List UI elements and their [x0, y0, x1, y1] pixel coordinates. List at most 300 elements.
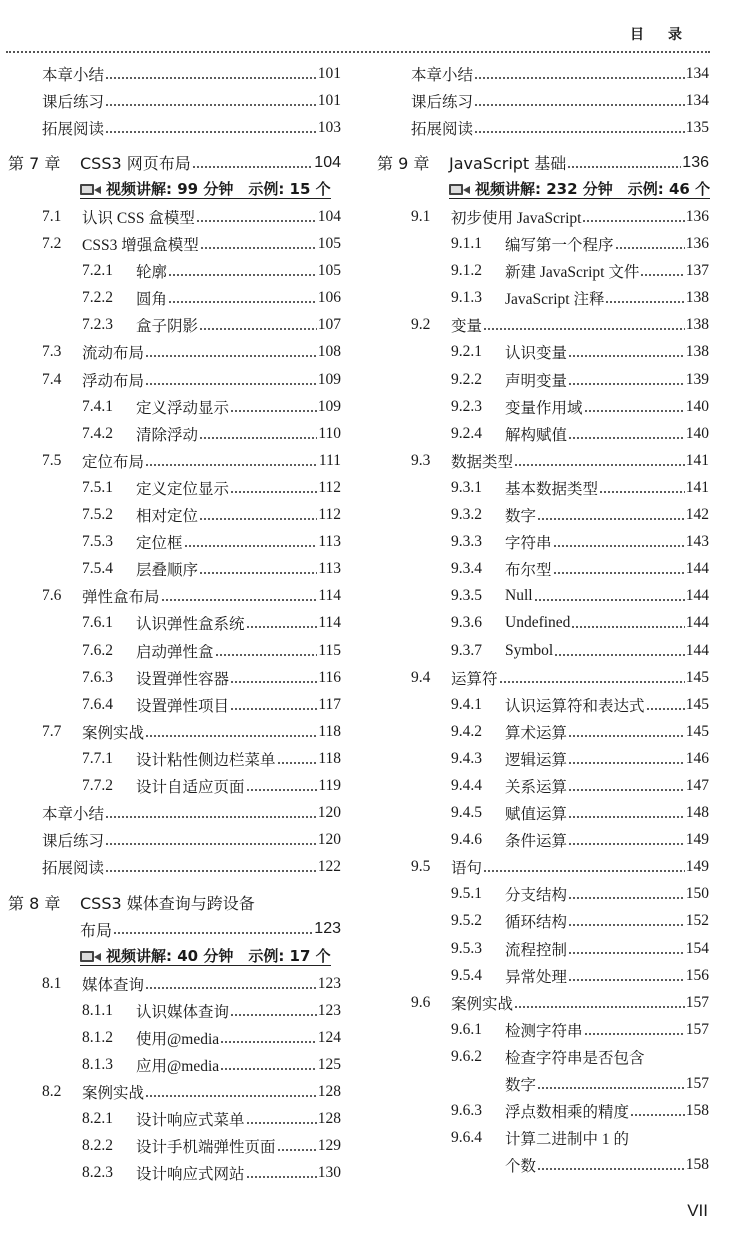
toc-entry-title: 盒子阴影: [136, 318, 199, 336]
toc-entry-row[interactable]: [8, 583, 341, 610]
toc-entry-title: 案例实战: [82, 724, 145, 742]
toc-page-number: 150: [685, 885, 709, 903]
toc-entry-number: 9.3.2: [451, 506, 482, 524]
toc-entry-title: 计算二进制中 1 的: [505, 1131, 630, 1149]
dot-leader: [184, 536, 318, 548]
toc-entry-row[interactable]: [8, 1024, 341, 1051]
toc-entry-title: 认识 CSS 盒模型: [82, 210, 195, 228]
toc-entry-title: 定位框: [136, 535, 183, 553]
toc-page-number: 146: [685, 749, 709, 767]
dot-leader: [246, 1113, 317, 1125]
toc-entry-row[interactable]: [8, 339, 341, 366]
toc-entry-row[interactable]: [377, 502, 709, 529]
toc-entry-number: 8.1.3: [82, 1055, 113, 1073]
running-header-title: 目录: [630, 27, 706, 43]
dot-leader: [196, 211, 317, 223]
toc-entry-title: 轮廓: [136, 264, 168, 282]
toc-entry-row[interactable]: [377, 1125, 709, 1152]
toc-entry-title: 拓展阅读: [411, 120, 474, 138]
toc-entry-row[interactable]: [377, 1043, 709, 1070]
toc-entry-title: 逻辑运算: [505, 751, 568, 769]
toc-entry-title: 圆角: [136, 291, 168, 309]
video-info-text: 视频讲解: 232 分钟 示例: 46 个: [475, 180, 711, 199]
video-info: [80, 180, 331, 199]
toc-page-number: 145: [685, 722, 709, 740]
toc-entry-row[interactable]: [377, 203, 709, 230]
toc-entry-row[interactable]: [377, 881, 709, 908]
toc-entry-title: 定位布局: [82, 453, 145, 471]
toc-entry-row[interactable]: [377, 637, 709, 664]
toc-page-number: 136: [685, 208, 709, 226]
toc-page-number: 143: [685, 533, 709, 551]
toc-page-number: 134: [685, 64, 709, 82]
toc-page-number: 141: [685, 478, 709, 496]
toc-entry-row[interactable]: [8, 258, 341, 285]
toc-entry-row[interactable]: [377, 393, 709, 420]
toc-entry-row[interactable]: [377, 1070, 709, 1097]
toc-entry-row[interactable]: [377, 908, 709, 935]
toc-page-number: 111: [318, 451, 341, 469]
toc-entry-number: 9.6: [411, 993, 431, 1011]
toc-entry-number: 9.5: [411, 858, 431, 876]
dot-leader: [145, 346, 317, 358]
toc-entry-title: 新建 JavaScript 文件: [505, 264, 640, 282]
toc-entry-title: 条件运算: [505, 833, 568, 851]
toc-page-number: 114: [318, 614, 341, 632]
toc-entry-title: 语句: [451, 860, 483, 878]
toc-entry-number: 9.1.1: [451, 235, 482, 253]
toc-entry-number: 7.5.1: [82, 478, 113, 496]
toc-entry-number: 9.3.5: [451, 587, 482, 605]
toc-entry-title: 案例实战: [451, 995, 514, 1013]
dot-leader: [246, 1167, 317, 1179]
dot-leader: [571, 617, 684, 629]
toc-entry-number: 9.3.1: [451, 478, 482, 496]
toc-chapter-row[interactable]: [8, 916, 341, 943]
toc-entry-row[interactable]: [8, 114, 341, 141]
toc-entry-number: 9.5.2: [451, 912, 482, 930]
toc-entry-number: 7.4.1: [82, 397, 113, 415]
dot-leader: [105, 68, 317, 80]
dot-leader: [514, 455, 685, 467]
dot-leader: [105, 95, 317, 107]
toc-entry-row[interactable]: [377, 664, 709, 691]
toc-entry-number: 7.6.3: [82, 668, 113, 686]
toc-page-number: 120: [317, 804, 341, 822]
toc-entry-row[interactable]: [8, 772, 341, 799]
toc-entry-title: 课后练习: [42, 833, 105, 851]
dot-leader: [554, 645, 685, 657]
toc-entry-title: 运算符: [451, 670, 498, 688]
toc-entry-row[interactable]: [8, 366, 341, 393]
dot-leader: [161, 590, 318, 602]
toc-entry-title: 算术运算: [505, 724, 568, 742]
toc-entry-title: 认识媒体查询: [136, 1003, 230, 1021]
toc-entry-row[interactable]: [377, 691, 709, 718]
toc-entry-number: 8.2.1: [82, 1110, 113, 1128]
toc-entry-number: 7.2.1: [82, 262, 113, 280]
toc-page-number: 152: [685, 912, 709, 930]
toc-page-number: 101: [317, 64, 341, 82]
toc-entry-row[interactable]: [8, 664, 341, 691]
toc-entry-row[interactable]: [377, 285, 709, 312]
dot-leader: [230, 672, 317, 684]
toc-entry-row[interactable]: [8, 1078, 341, 1105]
toc-page-number: 109: [317, 397, 341, 415]
toc-entry-title: 认识运算符和表达式: [505, 697, 645, 715]
toc-entry-row[interactable]: [8, 556, 341, 583]
toc-entry-number: 9.5.4: [451, 966, 482, 984]
toc-entry-row[interactable]: [377, 962, 709, 989]
toc-entry-title: 清除浮动: [136, 426, 199, 444]
toc-page-number: 107: [317, 316, 341, 334]
toc-page-number: 154: [685, 939, 709, 957]
toc-entry-number: 7.6.1: [82, 614, 113, 632]
toc-entry-title: 设计粘性侧边栏菜单: [136, 751, 276, 769]
toc-chapter-number: 第 9 章: [377, 154, 430, 174]
toc-page-number: 141: [685, 451, 709, 469]
toc-entry-title: 赋值运算: [505, 806, 568, 824]
toc-entry-row[interactable]: [377, 1098, 709, 1125]
dot-leader: [220, 1059, 317, 1071]
toc-page-number: 138: [685, 343, 709, 361]
toc-entry-title: 数字: [505, 1077, 537, 1095]
toc-entry-number: 9.3.3: [451, 533, 482, 551]
dot-leader: [534, 590, 685, 602]
toc-entry-title: 媒体查询: [82, 976, 145, 994]
toc-entry-number: 9.6.3: [451, 1102, 482, 1120]
toc-entry-row[interactable]: [377, 854, 709, 881]
toc-page-number: 103: [317, 118, 341, 136]
toc-page-number: 128: [317, 1083, 341, 1101]
toc-page-number: 113: [318, 533, 341, 551]
toc-entry-row[interactable]: [8, 1106, 341, 1133]
toc-entry-title: 认识变量: [505, 345, 568, 363]
toc-page-number: 158: [685, 1156, 709, 1174]
dot-leader: [553, 536, 685, 548]
dot-leader: [567, 157, 681, 169]
toc-entry-title: 设计响应式网站: [136, 1166, 245, 1184]
dot-leader: [582, 211, 684, 223]
toc-entry-row[interactable]: [377, 87, 709, 114]
toc-page-number: 104: [317, 208, 341, 226]
dot-leader: [200, 238, 317, 250]
dot-leader: [105, 861, 317, 873]
toc-chapter-number: 第 8 章: [8, 893, 61, 913]
toc-chapter-row[interactable]: [8, 889, 341, 916]
toc-entry-row[interactable]: [377, 420, 709, 447]
dot-leader: [474, 122, 685, 134]
video-camera-icon: [80, 182, 102, 197]
toc-entry-number: 7.7: [42, 722, 62, 740]
toc-entry-number: 9.6.2: [451, 1047, 482, 1065]
toc-entry-row[interactable]: [377, 231, 709, 258]
toc-entry-row[interactable]: [8, 997, 341, 1024]
dot-leader: [246, 780, 318, 792]
toc-entry-row[interactable]: [8, 502, 341, 529]
toc-entry-number: 9.5.3: [451, 939, 482, 957]
dot-leader: [568, 346, 685, 358]
toc-entry-number: 9.3.7: [451, 641, 482, 659]
dot-leader: [553, 563, 685, 575]
toc-page-number: 108: [317, 343, 341, 361]
toc-chapter-title: CSS3 媒体查询与跨设备: [80, 893, 255, 913]
toc-page-number: 138: [685, 316, 709, 334]
toc-entry-title: 检查字符串是否包含: [505, 1049, 645, 1067]
toc-entry-number: 8.2: [42, 1083, 62, 1101]
toc-page-number: 128: [317, 1110, 341, 1128]
dot-leader: [568, 888, 685, 900]
toc-entry-row[interactable]: [377, 339, 709, 366]
dot-leader: [483, 319, 685, 331]
toc-entry-number: 9.3.4: [451, 560, 482, 578]
toc-entry-row[interactable]: [8, 1160, 341, 1187]
toc-entry-title: 课后练习: [42, 93, 105, 111]
toc-entry-number: 7.5.3: [82, 533, 113, 551]
toc-entry-row[interactable]: [8, 800, 341, 827]
toc-entry-row[interactable]: [377, 447, 709, 474]
toc-entry-title: 层叠顺序: [136, 562, 199, 580]
toc-entry-row[interactable]: [8, 854, 341, 881]
toc-entry-row[interactable]: [8, 231, 341, 258]
toc-entry-number: 9.6.4: [451, 1129, 482, 1147]
toc-entry-row[interactable]: [377, 1152, 709, 1179]
toc-entry-row[interactable]: [377, 474, 709, 501]
toc-entry-number: 9.4.4: [451, 776, 482, 794]
video-info-row: [8, 943, 341, 970]
dot-leader: [483, 861, 685, 873]
toc-entry-number: 9.4.1: [451, 695, 482, 713]
video-info-text: 视频讲解: 99 分钟 示例: 15 个: [106, 180, 331, 199]
toc-entry-title: 编写第一个程序: [505, 237, 614, 255]
dot-leader: [568, 726, 685, 738]
toc-entry-title: 数字: [505, 508, 537, 526]
toc-page-number: 117: [318, 695, 341, 713]
toc-entry-row[interactable]: [377, 529, 709, 556]
toc-entry-row[interactable]: [8, 970, 341, 997]
toc-entry-title: 设计自适应页面: [136, 778, 245, 796]
toc-entry-title: JavaScript 注释: [505, 291, 605, 309]
toc-entry-number: 8.1.2: [82, 1028, 113, 1046]
toc-page-number: 125: [317, 1055, 341, 1073]
toc-page-number: 136: [682, 153, 709, 171]
toc-entry-row[interactable]: [377, 935, 709, 962]
toc-entry-row[interactable]: [8, 637, 341, 664]
toc-entry-row[interactable]: [8, 529, 341, 556]
toc-entry-row[interactable]: [8, 60, 341, 87]
dot-leader: [246, 617, 318, 629]
toc-page-number: 157: [685, 1020, 709, 1038]
dot-leader: [605, 292, 684, 304]
dot-leader: [537, 509, 685, 521]
toc-entry-title: 浮点数相乘的精度: [505, 1104, 630, 1122]
toc-page-number: 106: [317, 289, 341, 307]
toc-entry-row[interactable]: [8, 718, 341, 745]
toc-entry-row[interactable]: [377, 366, 709, 393]
dot-leader: [584, 401, 685, 413]
toc-entry-row[interactable]: [8, 691, 341, 718]
toc-entry-row[interactable]: [377, 60, 709, 87]
dot-leader: [474, 68, 685, 80]
toc-entry-title: 设置弹性项目: [136, 697, 230, 715]
dot-leader: [537, 1159, 685, 1171]
toc-page-number: 134: [685, 91, 709, 109]
toc-entry-number: 9.5.1: [451, 885, 482, 903]
toc-page-number: 105: [317, 262, 341, 280]
toc-chapter-title: CSS3 网页布局: [80, 154, 191, 174]
toc-page-number: 105: [317, 235, 341, 253]
toc-entry-row[interactable]: [8, 610, 341, 637]
toc-entry-number: 9.4.5: [451, 804, 482, 822]
toc-entry-row[interactable]: [8, 1133, 341, 1160]
dot-leader: [499, 672, 685, 684]
toc-entry-row[interactable]: [377, 583, 709, 610]
dot-leader: [568, 428, 685, 440]
toc-entry-number: 9.2.4: [451, 424, 482, 442]
header-dotted-rule: [6, 51, 710, 53]
dot-leader: [568, 753, 685, 765]
toc-entry-number: 7.6.2: [82, 641, 113, 659]
video-camera-icon: [449, 182, 471, 197]
toc-page-number: 156: [685, 966, 709, 984]
toc-entry-row[interactable]: [8, 474, 341, 501]
video-info-row: [8, 176, 341, 203]
video-info-row: [377, 176, 709, 203]
toc-entry-row[interactable]: [377, 1016, 709, 1043]
toc-entry-row[interactable]: [8, 420, 341, 447]
toc-page-number: 149: [685, 831, 709, 849]
dot-leader: [537, 1078, 685, 1090]
toc-entry-title: 流动布局: [82, 345, 145, 363]
toc-page-number: 118: [318, 722, 341, 740]
toc-page-number: 113: [318, 560, 341, 578]
toc-page-number: 119: [318, 776, 341, 794]
dot-leader: [277, 753, 318, 765]
toc-entry-title: 本章小结: [42, 66, 105, 84]
dot-leader: [199, 428, 317, 440]
dot-leader: [630, 1105, 685, 1117]
toc-entry-number: 9.2.3: [451, 397, 482, 415]
dot-leader: [646, 699, 685, 711]
toc-page-number: 123: [314, 920, 341, 938]
dot-leader: [230, 401, 317, 413]
toc-entry-row[interactable]: [377, 556, 709, 583]
toc-entry-number: 9.4.6: [451, 831, 482, 849]
toc-page-number: 139: [685, 370, 709, 388]
toc-page-number: 114: [318, 587, 341, 605]
toc-page-number: 140: [685, 397, 709, 415]
dot-leader: [615, 238, 685, 250]
toc-entry-row[interactable]: [377, 312, 709, 339]
toc-entry-title: 变量: [451, 318, 483, 336]
dot-leader: [568, 807, 685, 819]
toc-entry-row[interactable]: [377, 772, 709, 799]
toc-entry-title: 初步使用 JavaScript: [451, 210, 582, 228]
toc-entry-number: 8.1: [42, 974, 62, 992]
toc-entry-number: 7.6.4: [82, 695, 113, 713]
dot-leader: [568, 943, 685, 955]
toc-entry-row[interactable]: [8, 312, 341, 339]
toc-entry-row[interactable]: [377, 989, 709, 1016]
toc-entry-number: 9.4.3: [451, 749, 482, 767]
toc-entry-number: 7.7.2: [82, 776, 113, 794]
video-camera-icon: [80, 949, 102, 964]
toc-entry-title: 循环结构: [505, 914, 568, 932]
toc-entry-title: 字符串: [505, 535, 552, 553]
toc-page-number: 158: [685, 1102, 709, 1120]
toc-entry-row[interactable]: [377, 610, 709, 637]
toc-entry-title: 本章小结: [411, 66, 474, 84]
toc-entry-number: 9.6.1: [451, 1020, 482, 1038]
toc-entry-row[interactable]: [8, 87, 341, 114]
toc-page-number: 116: [318, 668, 341, 686]
toc-page-number: 137: [685, 262, 709, 280]
toc-entry-title: 分支结构: [505, 887, 568, 905]
toc-page-number: 130: [317, 1164, 341, 1182]
toc-page-number: 138: [685, 289, 709, 307]
toc-page-number: 144: [685, 641, 709, 659]
toc-entry-row[interactable]: [8, 393, 341, 420]
toc-entry-row[interactable]: [8, 1051, 341, 1078]
toc-entry-number: 7.5.2: [82, 506, 113, 524]
toc-entry-row[interactable]: [8, 203, 341, 230]
toc-entry-row[interactable]: [377, 258, 709, 285]
toc-chapter-number: 第 7 章: [8, 154, 61, 174]
toc-entry-number: 7.1: [42, 208, 62, 226]
toc-chapter-row[interactable]: [8, 149, 341, 176]
toc-entry-row[interactable]: [8, 827, 341, 854]
toc-entry-row[interactable]: [377, 114, 709, 141]
toc-entry-row[interactable]: [8, 447, 341, 474]
toc-entry-title: 变量作用域: [505, 399, 583, 417]
toc-entry-row[interactable]: [377, 800, 709, 827]
dot-leader: [474, 95, 685, 107]
toc-chapter-row[interactable]: [377, 149, 709, 176]
toc-entry-title: 相对定位: [136, 508, 199, 526]
toc-page-number: 144: [685, 587, 709, 605]
toc-entry-row[interactable]: [8, 285, 341, 312]
toc-entry-title: 课后练习: [411, 93, 474, 111]
toc-page-number: 136: [685, 235, 709, 253]
toc-entry-title: 应用@media: [136, 1057, 220, 1075]
dot-leader: [230, 482, 317, 494]
dot-leader: [584, 1024, 685, 1036]
toc-entry-title: 流程控制: [505, 941, 568, 959]
toc-entry-title: 本章小结: [42, 806, 105, 824]
toc-page-number: 145: [685, 695, 709, 713]
toc-entry-row[interactable]: [377, 745, 709, 772]
toc-entry-row[interactable]: [8, 745, 341, 772]
toc-entry-title: 设置弹性容器: [136, 670, 230, 688]
toc-entry-number: 7.6: [42, 587, 62, 605]
toc-page-number: 112: [318, 506, 341, 524]
toc-entry-row[interactable]: [377, 827, 709, 854]
toc-entry-title: Symbol: [505, 641, 554, 659]
dot-leader: [568, 915, 685, 927]
toc-entry-title: 启动弹性盒: [136, 643, 214, 661]
toc-page-number: 144: [685, 560, 709, 578]
video-info: [80, 947, 331, 966]
toc-entry-row[interactable]: [377, 718, 709, 745]
dot-leader: [277, 1140, 317, 1152]
dot-leader: [145, 374, 317, 386]
toc-entry-title: 弹性盒布局: [82, 589, 160, 607]
toc-entry-number: 7.4.2: [82, 424, 113, 442]
toc-chapter-title: JavaScript 基础: [449, 154, 567, 174]
dot-leader: [192, 157, 314, 169]
dot-leader: [145, 1086, 317, 1098]
toc-page-number: 109: [317, 370, 341, 388]
